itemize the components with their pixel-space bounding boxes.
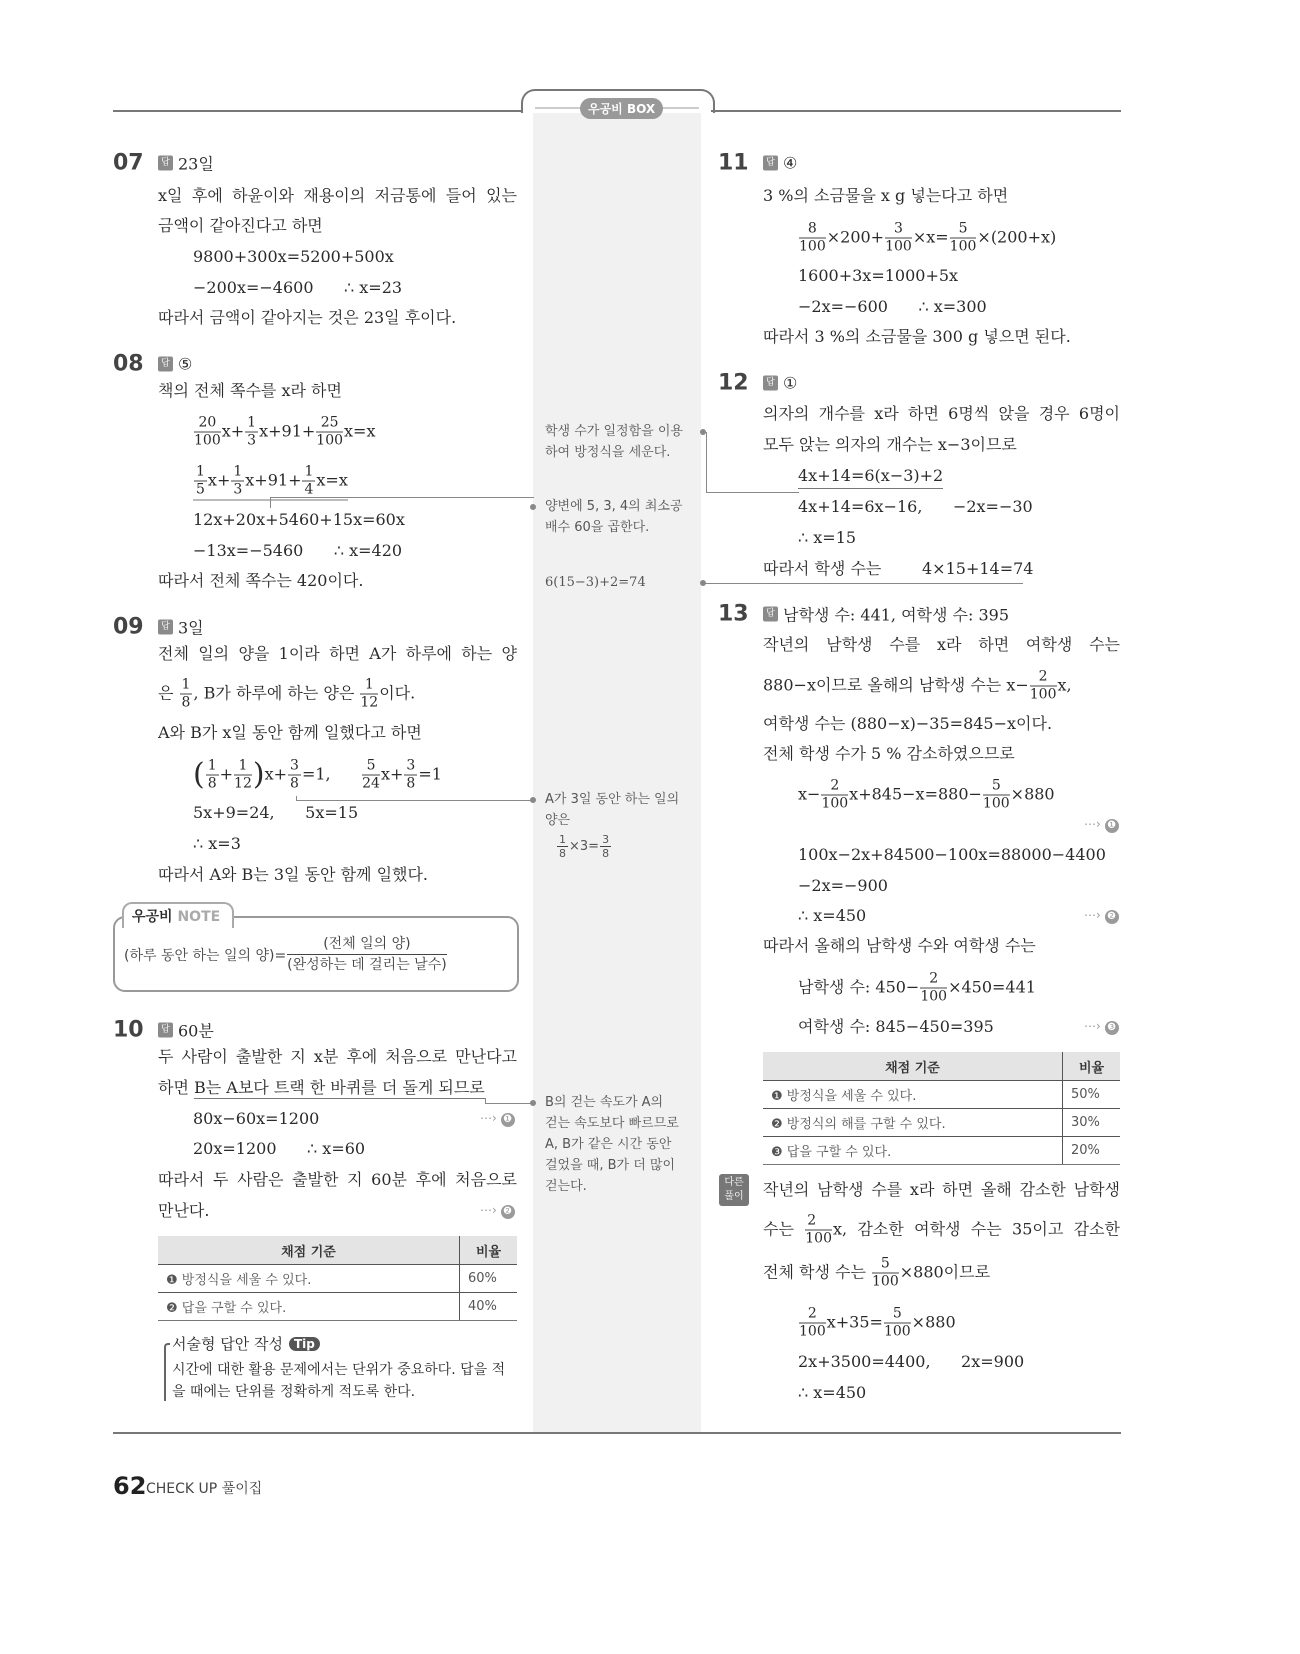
- math-text: x+: [221, 421, 245, 441]
- solution-line: 여학생 수는 (880−x)−35=845−x이다.: [763, 714, 1053, 733]
- parenthesis: (: [193, 757, 205, 792]
- solution-line: [158, 1077, 485, 1099]
- numerator: 5: [872, 1256, 899, 1274]
- answer-icon: 답: [158, 357, 173, 372]
- equation-line: ∴ x=450: [798, 1383, 867, 1402]
- answer-value: ④: [783, 153, 798, 173]
- equation-line: [798, 778, 1055, 813]
- math-text: =1: [418, 764, 442, 784]
- ratio: 30%: [1063, 1109, 1121, 1137]
- solution-line: 두 사람이 출발한 지 x분 후에 처음으로 만난다고: [158, 1047, 517, 1066]
- equation-line: −200x=−4600 ∴ x=23: [193, 278, 403, 297]
- numerator: 2: [920, 971, 947, 989]
- fraction: [194, 415, 221, 450]
- equation-line: 80x−60x=1200: [193, 1109, 320, 1128]
- top-rule: [113, 110, 523, 112]
- math-text: x+: [264, 764, 288, 784]
- table-row: [763, 1109, 1120, 1137]
- criterion: ❶ 방정식을 세울 수 있다.: [158, 1265, 460, 1293]
- denominator: 12: [360, 694, 379, 711]
- tip-text: 시간에 대한 활용 문제에서는 단위가 중요하다. 답을 적: [172, 1362, 506, 1378]
- numerator: 5: [950, 221, 977, 239]
- denominator: 100: [194, 432, 221, 449]
- alt-solution-line: 작년의 남학생 수를 x라 하면 올해 감소한 남학생: [763, 1180, 1120, 1199]
- solution-line: 작년의 남학생 수를 x라 하면 여학생 수는: [763, 635, 1120, 654]
- table-header: 비율: [1063, 1052, 1121, 1081]
- criterion: ❶ 방정식을 세울 수 있다.: [763, 1081, 1063, 1109]
- answer-value: 60분: [178, 1021, 214, 1041]
- book-title: CHECK UP 풀이집: [146, 1481, 263, 1497]
- answer-icon: 답: [763, 156, 778, 171]
- table-header: 비율: [460, 1236, 518, 1265]
- fraction: [799, 1306, 826, 1341]
- equation-line: [193, 758, 442, 793]
- fraction: [180, 677, 193, 712]
- side-note: A가 3일 동안 하는 일의 양은: [545, 792, 680, 828]
- answer: [763, 374, 797, 393]
- answer-value: 3일: [178, 618, 204, 638]
- step-number: ❷: [1105, 910, 1119, 924]
- numerator: 2: [799, 1306, 826, 1324]
- numerator: 3: [602, 833, 610, 846]
- equation-line: 4x+14=6x−16, −2x=−30: [798, 497, 1033, 516]
- fraction: [234, 758, 252, 793]
- solution-line: 금액이 같아진다고 하면: [158, 216, 323, 235]
- math-text: x+35=: [826, 1312, 883, 1332]
- denominator: 100: [821, 795, 849, 812]
- side-note-equation: [556, 833, 612, 860]
- equation-line: −13x=−5460 ∴ x=420: [193, 541, 403, 560]
- conclusion-line: 따라서 학생 수는: [763, 559, 882, 578]
- denominator: 8: [602, 847, 610, 860]
- tip-text: 을 때에는 단위를 정확하게 적도록 한다.: [172, 1384, 416, 1400]
- numerator: 1: [207, 757, 217, 774]
- math-text: ×(200+x): [977, 227, 1057, 247]
- solution-line: 3 %의 소금물을 x g 넣는다고 하면: [763, 186, 1009, 205]
- equation-line: 20x=1200 ∴ x=60: [193, 1139, 366, 1158]
- denominator: 100: [872, 1273, 899, 1290]
- side-note: 학생 수가 일정함을 이용 하여 방정식을 세운다.: [545, 424, 683, 460]
- fraction: [920, 971, 947, 1006]
- table-row: [158, 1265, 517, 1293]
- problem-number: 13: [718, 601, 749, 627]
- numerator: 1: [181, 676, 191, 693]
- solution-text: 하면: [158, 1078, 194, 1097]
- fraction: [821, 778, 848, 813]
- math-text: ×x=: [912, 227, 949, 247]
- note-formula: [124, 934, 448, 975]
- math-text: 이다.: [379, 683, 416, 703]
- fraction: [983, 778, 1010, 813]
- fraction: [288, 758, 301, 793]
- side-note: 양변에 5, 3, 4의 최소공 배수 60을 곱한다.: [545, 499, 683, 535]
- denominator: 24: [362, 775, 380, 792]
- denominator: 100: [1029, 686, 1057, 703]
- denominator: 8: [406, 775, 416, 792]
- equation-line: ∴ x=3: [193, 834, 241, 853]
- answer-value: ⑤: [178, 354, 193, 374]
- box-label: 우공비 BOX: [580, 98, 663, 119]
- equation-line: ∴ x=15: [798, 528, 857, 547]
- denominator: 8: [207, 775, 217, 792]
- denominator: 8: [559, 847, 566, 860]
- solution-line: 책의 전체 쪽수를 x라 하면: [158, 381, 342, 400]
- equation-line: 12x+20x+5460+15x=60x: [193, 510, 405, 529]
- side-note: B의 걷는 속도가 A의 걷는 속도보다 빠르므로 A, B가 같은 시간 동안 걸었을 때, B가 더 많이 걷는다.: [545, 1095, 679, 1194]
- equation-line: 100x−2x+84500−100x=88000−4400: [798, 845, 1106, 864]
- problem-number: 10: [113, 1017, 144, 1043]
- equation-line: [798, 971, 1036, 1006]
- step-marker: ⋯› ❶: [480, 1111, 515, 1127]
- solution-line: 모두 앉는 의자의 개수는 x−3이므로: [763, 435, 1017, 454]
- fraction: [362, 758, 380, 793]
- numerator: 20: [194, 415, 221, 433]
- numerator: 2: [805, 1213, 832, 1231]
- ratio: 60%: [460, 1265, 518, 1293]
- table-header: 채점 기준: [763, 1052, 1063, 1081]
- numerator: 3: [406, 757, 416, 774]
- alt-solution-line: [763, 1213, 1120, 1248]
- equation-line: 2x+3500=4400, 2x=900: [798, 1352, 1025, 1371]
- denominator: 100: [799, 238, 826, 255]
- answer: [763, 154, 797, 173]
- scoring-table: [763, 1052, 1120, 1165]
- equation-line: 5x+9=24, 5x=15: [193, 803, 359, 822]
- answer: [158, 616, 204, 639]
- denominator: 4: [304, 481, 314, 498]
- numerator: 5: [362, 758, 380, 776]
- solution-line: [158, 677, 415, 712]
- math-text: 880−x이므로 올해의 남학생 수는 x−: [763, 675, 1029, 695]
- fraction: [404, 758, 417, 793]
- connector-line: [270, 497, 534, 508]
- note-numerator: (전체 일의 양): [287, 934, 447, 955]
- math-text: x−: [798, 784, 821, 804]
- numerator: 5: [884, 1306, 911, 1324]
- denominator: 100: [799, 1323, 826, 1340]
- equation-line: 9800+300x=5200+500x: [193, 247, 394, 266]
- step-marker: ⋯› ❶: [1084, 817, 1119, 833]
- criterion: ❷ 방정식의 해를 구할 수 있다.: [763, 1109, 1063, 1137]
- math-text: x+845−x=880−: [849, 784, 982, 804]
- ratio: 50%: [1063, 1081, 1121, 1109]
- math-text: x+: [207, 470, 231, 490]
- numerator: 3: [290, 757, 299, 774]
- problem-number: 11: [718, 150, 749, 176]
- tip-title: [172, 1333, 320, 1354]
- equation-line: [798, 1306, 956, 1341]
- alt-solution-line: [763, 1256, 990, 1291]
- table-row: [763, 1081, 1120, 1109]
- math-text: +: [219, 764, 234, 784]
- problem-number: 07: [113, 150, 144, 176]
- parenthesis: ): [252, 757, 265, 792]
- note-formula-lhs: (하루 동안 하는 일의 양)=: [124, 947, 287, 964]
- step-number: ❶: [501, 1113, 515, 1127]
- numerator: 1: [196, 463, 205, 480]
- equation-line: [798, 221, 1056, 256]
- fraction: [1030, 669, 1057, 704]
- note-denominator: (완성하는 데 걸리는 날수): [287, 957, 447, 973]
- table-header: 채점 기준: [158, 1236, 460, 1265]
- math-text: ×880: [911, 1312, 956, 1332]
- step-number: ❸: [1105, 1021, 1119, 1035]
- numerator: 3: [885, 221, 912, 239]
- step-number: ❷: [501, 1205, 515, 1219]
- connector-dot: [530, 1100, 536, 1106]
- numerator: 25: [316, 415, 343, 433]
- numerator: 1: [559, 833, 566, 846]
- equation-line: [193, 415, 375, 450]
- numerator: 8: [799, 221, 826, 239]
- math-text: x+91+: [259, 421, 316, 441]
- equation-line: 1600+3x=1000+5x: [798, 266, 959, 285]
- answer-value: 23일: [178, 154, 214, 174]
- math-text: x, 감소한 여학생 수는 35이고 감소한: [832, 1219, 1121, 1239]
- problem-number: 08: [113, 351, 144, 377]
- fraction: [950, 221, 977, 256]
- note-label-suffix: NOTE: [177, 909, 221, 925]
- page-number: 62: [113, 1472, 147, 1500]
- connector-dot: [530, 797, 536, 803]
- denominator: 5: [196, 481, 205, 498]
- conclusion-line: 따라서 두 사람은 출발한 지 60분 후에 처음으로: [158, 1170, 517, 1189]
- result-equation: 4×15+14=74: [922, 559, 1034, 578]
- denominator: 100: [885, 238, 912, 255]
- conclusion-line: 만난다.: [158, 1201, 210, 1220]
- equation-line: 4x+14=6(x−3)+2: [798, 465, 943, 489]
- math-text: , B가 하루에 하는 양은: [193, 683, 360, 703]
- conclusion-line: 따라서 올해의 남학생 수와 여학생 수는: [763, 936, 1036, 955]
- fraction: [231, 464, 244, 499]
- equation-line: 여학생 수: 845−450=395: [798, 1017, 994, 1036]
- numerator: 1: [233, 463, 243, 480]
- fraction: [194, 464, 207, 499]
- equation-line: [193, 464, 348, 501]
- step-marker: ⋯› ❸: [1084, 1019, 1119, 1035]
- answer: [158, 355, 192, 374]
- solution-line: x일 후에 하윤이와 재용이의 저금통에 들어 있는: [158, 186, 517, 205]
- answer-icon: 답: [158, 620, 173, 635]
- problem-number: 12: [718, 370, 749, 396]
- fraction: [245, 415, 258, 450]
- step-marker: ⋯› ❷: [1084, 908, 1119, 924]
- numerator: 1: [234, 758, 252, 776]
- denominator: 100: [949, 238, 977, 255]
- denominator: 100: [982, 795, 1010, 812]
- answer-icon: 답: [763, 607, 778, 622]
- denominator: 100: [805, 1230, 832, 1247]
- note-label: [122, 902, 234, 928]
- math-text: x,: [1057, 675, 1072, 695]
- connector-line: [296, 796, 534, 801]
- math-text: x+91+: [245, 470, 302, 490]
- top-rule: [711, 110, 1121, 112]
- fraction: [316, 415, 343, 450]
- math-text: 수는: [763, 1219, 805, 1239]
- conclusion-line: 따라서 금액이 같아지는 것은 23일 후이다.: [158, 308, 457, 327]
- criterion: ❸ 답을 구할 수 있다.: [763, 1137, 1063, 1165]
- denominator: 3: [233, 481, 243, 498]
- answer-icon: 답: [158, 156, 173, 171]
- numerator: 1: [304, 463, 314, 480]
- numerator: 2: [1030, 669, 1057, 687]
- math-text: 전체 학생 수는: [763, 1262, 871, 1282]
- math-text: x+: [380, 764, 404, 784]
- fraction: [557, 833, 568, 860]
- connector-line: [485, 1098, 534, 1104]
- tip-bracket: [164, 1343, 170, 1401]
- problem-number: 09: [113, 614, 144, 640]
- denominator: 8: [290, 775, 299, 792]
- conclusion-line: 따라서 전체 쪽수는 420이다.: [158, 571, 364, 590]
- conclusion-line: 따라서 A와 B는 3일 동안 함께 일했다.: [158, 865, 429, 884]
- underlined-text: B는 A보다 트랙 한 바퀴를 더 돌게 되므로: [194, 1078, 485, 1097]
- bottom-rule: [113, 1432, 1121, 1434]
- answer-value: 남학생 수: 441, 여학생 수: 395: [783, 605, 1010, 625]
- math-text: x=x: [344, 421, 376, 441]
- solution-line: 의자의 개수를 x라 하면 6명씩 앉을 경우 6명이: [763, 404, 1120, 423]
- math-text: ×880: [1010, 784, 1055, 804]
- fraction: [805, 1213, 832, 1248]
- answer-icon: 답: [763, 376, 778, 391]
- fraction: [872, 1256, 899, 1291]
- alt-solution-badge: 다른 풀이: [719, 1174, 749, 1206]
- equation-line: ∴ x=450: [798, 906, 867, 925]
- fraction: [799, 221, 826, 256]
- math-text: ×200+: [826, 227, 885, 247]
- numerator: 1: [247, 414, 257, 431]
- ratio: 40%: [460, 1293, 518, 1321]
- math-text: ×450=441: [948, 977, 1036, 997]
- ratio: 20%: [1063, 1137, 1121, 1165]
- fraction: [884, 1306, 911, 1341]
- math-text: x=x: [316, 470, 348, 490]
- denominator: 100: [316, 432, 344, 449]
- numerator: 5: [983, 778, 1010, 796]
- numerator: 2: [821, 778, 848, 796]
- tip-badge: Tip: [289, 1337, 320, 1351]
- equation-line: −2x=−900: [798, 876, 888, 895]
- math-text: ×880이므로: [899, 1262, 991, 1282]
- step-marker: ⋯› ❷: [480, 1203, 515, 1219]
- math-text: ×3=: [569, 839, 600, 854]
- math-text: =1,: [301, 764, 362, 784]
- answer: [158, 152, 214, 175]
- fraction: [885, 221, 912, 256]
- table-row: [763, 1137, 1120, 1165]
- answer-icon: 답: [158, 1023, 173, 1038]
- denominator: 3: [247, 432, 257, 449]
- side-note-column: [533, 100, 701, 1433]
- numerator: 1: [360, 677, 378, 695]
- table-row: [158, 1293, 517, 1321]
- note-label-prefix: 우공비: [132, 909, 173, 925]
- conclusion-line: 따라서 3 %의 소금물을 300 g 넣으면 된다.: [763, 327, 1071, 346]
- connector-dot: [530, 504, 536, 510]
- denominator: 100: [883, 1323, 911, 1340]
- denominator: 100: [920, 988, 948, 1005]
- answer: [763, 603, 1009, 626]
- side-note: 6(15−3)+2=74: [545, 575, 646, 590]
- tip-title-text: 서술형 답안 작성: [172, 1335, 283, 1353]
- solution-line: 전체 일의 양을 1이라 하면 A가 하루에 하는 양: [158, 644, 517, 663]
- criterion: ❷ 답을 구할 수 있다.: [158, 1293, 460, 1321]
- fraction: [206, 758, 219, 793]
- solution-line: 전체 학생 수가 5 % 감소하였으므로: [763, 744, 1015, 763]
- connector-line: [703, 583, 1023, 584]
- answer: [158, 1019, 214, 1042]
- fraction: [360, 677, 378, 712]
- fraction: [600, 833, 611, 860]
- solution-line: [763, 669, 1072, 704]
- scoring-table: [158, 1236, 517, 1321]
- denominator: 8: [181, 694, 191, 711]
- math-text: 남학생 수: 450−: [798, 977, 920, 997]
- fraction: [302, 464, 315, 499]
- answer-value: ①: [783, 373, 798, 393]
- solution-line: A와 B가 x일 동안 함께 일했다고 하면: [158, 723, 422, 742]
- equation-line: −2x=−600 ∴ x=300: [798, 297, 987, 316]
- math-text: 은: [158, 683, 179, 703]
- denominator: 12: [234, 775, 252, 792]
- step-number: ❶: [1105, 819, 1119, 833]
